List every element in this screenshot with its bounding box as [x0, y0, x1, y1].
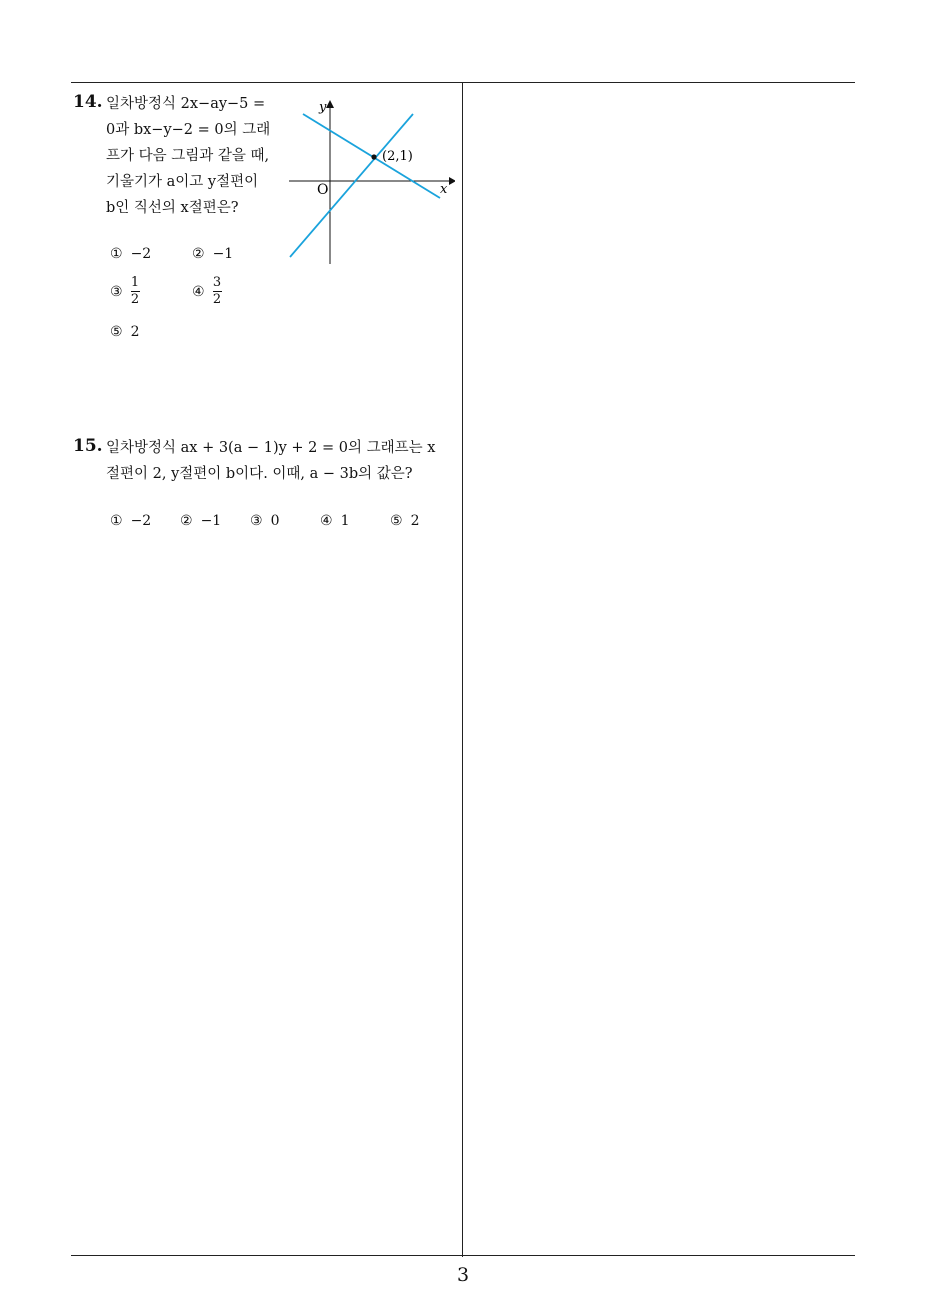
fraction-three-halves — [213, 276, 222, 307]
choice-mark: ① — [110, 246, 123, 262]
choice-value: −2 — [130, 513, 152, 529]
choice-mark: ② — [192, 246, 205, 262]
choice-mark: ④ — [320, 513, 333, 529]
q14-choice-1[interactable] — [110, 246, 151, 262]
choice-mark: ④ — [192, 283, 205, 300]
y-axis-label: y — [319, 100, 327, 115]
numerator: 3 — [212, 275, 222, 290]
choice-mark: ③ — [110, 283, 123, 300]
choice-value: 2 — [410, 513, 420, 529]
q15-choice-5[interactable] — [390, 513, 419, 529]
q14-choice-5[interactable] — [110, 324, 139, 340]
choice-value: 2 — [130, 324, 140, 340]
y-axis-arrow — [326, 100, 334, 108]
question-15-line-2: 절편이 2, y절편이 b이다. 이때, a − 3b의 값은? — [106, 466, 413, 482]
q14-choice-3[interactable] — [110, 276, 140, 307]
q14-choice-4[interactable] — [192, 276, 222, 307]
fraction-one-half — [131, 276, 140, 307]
q15-choice-4[interactable] — [320, 513, 349, 529]
question-14-line-4: 기울기가 a이고 y절편이 — [106, 174, 259, 190]
q15-choice-2[interactable] — [180, 513, 221, 529]
question-14-line-3: 프가 다음 그림과 같을 때, — [106, 148, 270, 164]
origin-label: O — [317, 182, 329, 198]
question-14-line-5: b인 직선의 x절편은? — [106, 200, 239, 216]
q15-choice-1[interactable] — [110, 513, 151, 529]
numerator: 1 — [130, 275, 140, 290]
column-divider — [462, 82, 463, 1257]
question-15-line-1: 일차방정식 ax + 3(a − 1)y + 2 = 0의 그래프는 x — [106, 440, 436, 456]
point-label: (2,1) — [382, 149, 413, 164]
top-rule — [71, 82, 855, 83]
line-2 — [290, 114, 413, 257]
q15-choice-3[interactable] — [250, 513, 279, 529]
page-number: 3 — [456, 1264, 470, 1286]
denominator: 2 — [212, 292, 222, 307]
choice-mark: ③ — [250, 513, 263, 529]
choice-value: −1 — [200, 513, 222, 529]
x-axis-label: x — [440, 182, 448, 197]
question-14-line-1: 일차방정식 2x−ay−5 = — [106, 96, 266, 112]
choice-value: 0 — [270, 513, 280, 529]
question-14-graph — [285, 98, 455, 268]
choice-mark: ⑤ — [110, 324, 123, 340]
intersection-point — [371, 154, 376, 159]
choice-value: −2 — [130, 246, 152, 262]
question-14-line-2: 0과 bx−y−2 = 0의 그래 — [106, 122, 271, 138]
choice-mark: ① — [110, 513, 123, 529]
x-axis-arrow — [449, 177, 455, 185]
choice-value: −1 — [212, 246, 234, 262]
bottom-rule — [71, 1255, 855, 1256]
choice-value: 1 — [340, 513, 350, 529]
q14-choice-2[interactable] — [192, 246, 233, 262]
choice-mark: ② — [180, 513, 193, 529]
choice-mark: ⑤ — [390, 513, 403, 529]
question-14-number: 14. — [73, 92, 103, 112]
denominator: 2 — [130, 292, 140, 307]
question-15-number: 15. — [73, 436, 103, 456]
